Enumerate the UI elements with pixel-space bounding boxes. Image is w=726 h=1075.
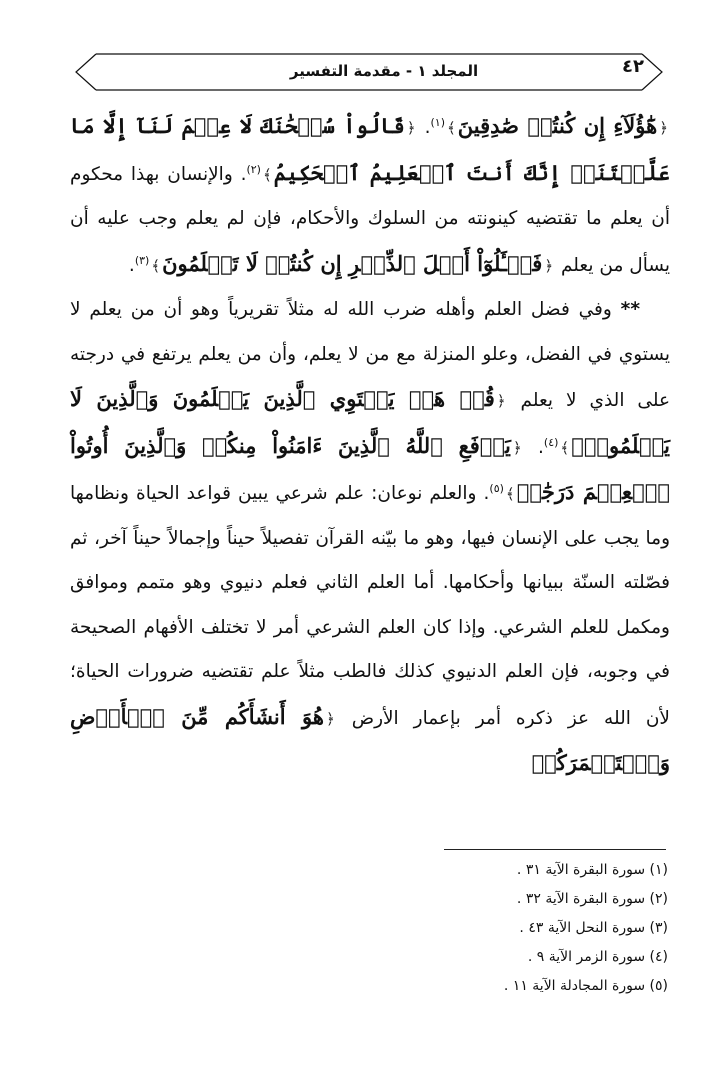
footnote-ref: (٣) [134,253,150,267]
quran-verse: فَسۡـَٔلُوٓاْ أَهۡلَ ٱلذِّكۡرِ إِن كُنتُمۡ لَا تَعۡلَمُونَ [162,250,543,276]
quran-verse: يَرۡفَعِ ٱللَّهُ ٱلَّذِينَ ءَامَنُواْ مِنكُمۡ وَٱلَّذِينَ أُوتُواْ ٱلۡعِلۡمَ دَرَجَٰتٖ [70,432,670,504]
page-number: ٤٢ [622,56,644,77]
footnote-item: (١) سورة البقرة الآية ٣١ . [516,862,668,878]
ornate-brace-close: ﴾ [151,256,161,275]
ornate-brace-open: ﴿ [406,119,416,137]
running-head: المجلد ١ - مقدمة التفسير [289,62,479,80]
body-text-run: . [128,254,135,276]
body-text-run: . [538,436,544,458]
ornate-brace-close: ﴾ [505,485,515,503]
quran-verse: قُلۡ هَلۡ يَسۡتَوِي ٱلَّذِينَ يَعۡلَمُونَ وَٱلَّذِينَ لَا يَعۡلَمُونَۗ [70,386,671,458]
paragraph-2 [70,288,670,788]
section-stars: ** [620,299,640,320]
quran-verse: هُوَ أَنشَأَكُم مِّنَ ٱلۡأَرۡضِ وَٱسۡتَعۡمَرَكُمۡ [70,703,670,775]
footnote-ref: (٢) [246,162,261,176]
ornate-brace-close: ﴾ [262,165,272,184]
footnote-item: (٣) سورة النحل الآية ٤٣ . [519,920,668,936]
body-text-run: . والإنسان بهذا محكوم أن يعلم ما تقتضيه كينونته من السلوك والأحكام، فإن لم يعلم وجب عليه أن يسأل من يعلم [70,163,670,276]
ornate-brace-close: ﴾ [446,119,456,137]
footnote-ref: (٤) [543,435,559,449]
footnote-item: (٢) سورة البقرة الآية ٣٢ . [516,891,668,907]
quran-verse: هَٰٓؤُلَآءِ إِن كُنتُمۡ صَٰدِقِينَ [457,113,658,138]
footnotes [380,856,668,1001]
body-text-run: وفي فضل العلم وأهله ضرب الله له مثلاً تقريرياً وهو أن من يعلم لا يستوي في الفضل، وعلو المنزلة مع من لا يعلم، وأن من يعلم يرتفع في درجته على الذي لا يعلم [70,299,670,411]
body-text-run: . والعلم نوعان: علم شرعي يبين قواعد الحياة ونظامها وما يجب على الإنسان فيها، وهو ما بيّنه القرآن تفصيلاً حيناً وإجمالاً حيناً آخر، ثم فصّلته السنّة ببيانها وأحكامها. أما العلم الثاني فعلم دنيوي وهو متمم وموافق ومكمل للعلم الشرعي. وإذا كان العلم الشرعي أمر لا تختلف الأفهام الصحيحة في وجوبه، فإن العلم الدنيوي كذلك فالطب مثلاً علم تقتضيه ضرورات الحياة؛ لأن الله عز ذكره أمر بإعمار الأرض [70,483,670,729]
footnote-ref: (١) [430,115,445,129]
ornate-brace-open: ﴿ [496,392,506,410]
ornate-brace-open: ﴿ [544,256,554,275]
paragraph-1: ﴿هَٰٓؤُلَآءِ إِن كُنتُمۡ صَٰدِقِينَ﴾$^{(١)}$. ﴿قَالُواْ سُبۡحَٰنَكَ لَا عِلۡمَ لَنَآ إِلَّا مَا عَلَّمۡتَنَآۖ إِنَّكَ أَنتَ ٱلۡعَلِيمُ ٱلۡحَكِيمُ﴾$^{(٢)}$. والإنسان بهذا محكوم أن يعلم ما تقتضيه كينونته من السلوك والأحكام، فإن لم يعلم وجب عليه أن يسأل من يعلم ﴿فَسۡـَٔلُوٓاْ أَهۡلَ ٱلذِّكۡرِ إِن كُنتُمۡ لَا تَعۡلَمُونَ﴾$^{(٣)}$. [70,113,670,276]
main-text [70,104,670,788]
footnote-item: (٥) سورة المجادلة الآية ١١ . [503,978,668,994]
footnote-divider [444,849,666,850]
ornate-brace-open: ﴿ [512,438,522,457]
quran-verse: قَالُواْ سُبۡحَٰنَكَ لَا عِلۡمَ لَنَآ إِلَّا مَا عَلَّمۡتَنَآۖ إِنَّكَ أَنتَ ٱلۡعَلِيمُ ٱلۡحَكِيمُ [70,113,670,185]
ornate-brace-close: ﴾ [560,438,570,457]
ornate-brace-open: ﴿ [325,709,335,728]
ornate-brace-open: ﴿ [659,119,668,137]
footnote-item: (٤) سورة الزمر الآية ٩ . [527,949,668,965]
footnote-ref: (٥) [489,481,504,495]
page-header [74,50,664,98]
